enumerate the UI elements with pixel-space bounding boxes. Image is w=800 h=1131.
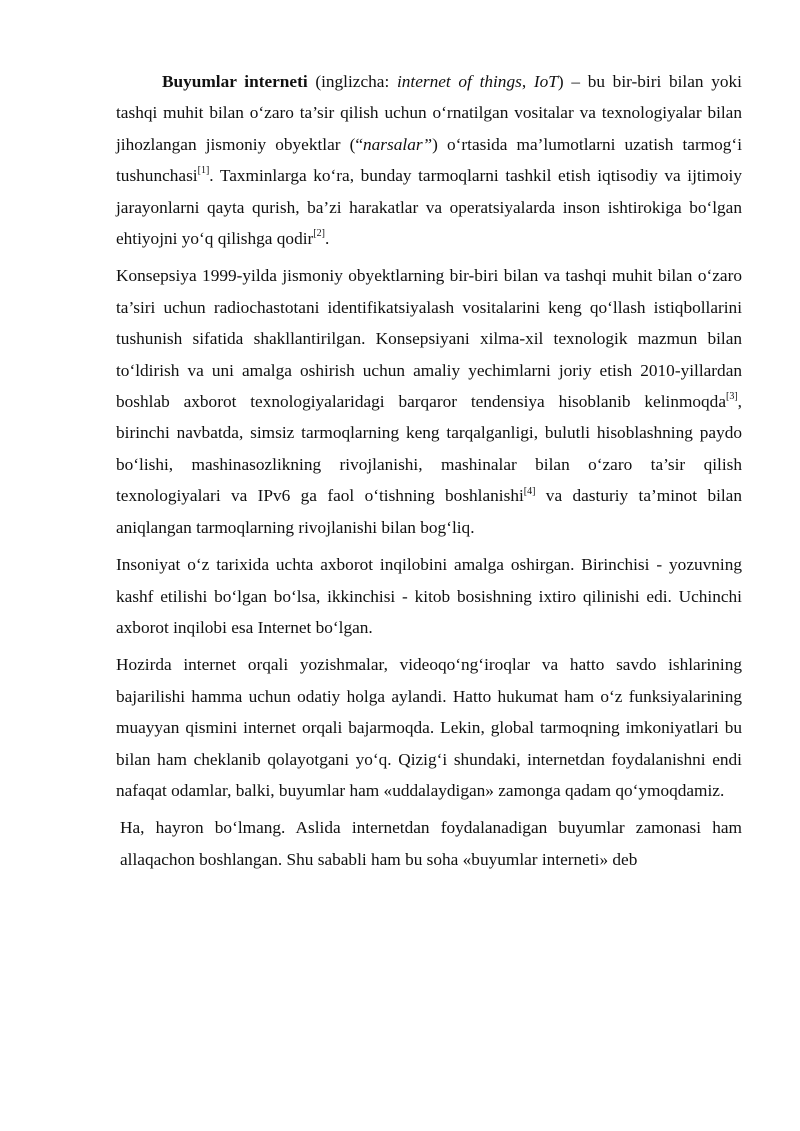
italic-run: narsalar”: [363, 134, 433, 154]
text-run: Konsepsiya 1999-yilda jismoniy obyektlarning bir-biri bilan va tashqi muhit bilan o‘zaro ta’siri uchun radiochastotani identifikatsiyalash vositalarini keng qo‘llash istiqbollarini tushunish sifatida shakllantirilgan. Konsepsiyani xilma-xil texnologik mazmun bilan to‘ldirish va uni amalga oshirish uchun amaliy yechimlarni joriy etish 2010-yillardan boshlab axborot texnologiyalaridagi barqaror tendensiya hisoblanib kelinmoqda: [116, 266, 742, 412]
footnote-ref-2[interactable]: [2]: [313, 228, 325, 240]
text-run: va dasturiy ta’minot bilan aniqlangan tarmoqlarning rivojlanishi bilan bog‘liq.: [116, 486, 742, 537]
footnote-ref-4[interactable]: [4]: [523, 485, 536, 497]
italic-run: IoT: [533, 72, 558, 91]
paragraph-revolutions: Insoniyat o‘z tarixida uchta axborot inqilobini amalga oshirgan. Birinchisi - yozuvning kashf etilishi bo‘lgan bo‘lsa, ikkinchisi - kitob bosishning ixtiro qilinishi edi. Uchinchi axborot inqilobi esa Internet bo‘lgan.: [116, 555, 742, 637]
text-run: ,: [521, 72, 534, 91]
text-run: . Taxminlarga ko‘ra, bunday tarmoqlarni tashkil etish iqtisodiy va ijtimoiy jarayonlarni qayta qurish, ba’zi harakatlar va operatsiyalarda inson ishtirokiga bo‘lgan ehtiyojni yo‘q qilishga qodir: [116, 166, 742, 249]
term-heading: Buyumlar interneti: [162, 72, 308, 91]
italic-run: internet of things: [396, 72, 522, 91]
text-run: , birinchi navbatda, simsiz tarmoqlarning keng tarqalganligi, bulutli hisoblashning paydo bo‘lishi, mashinasozlikning rivojlanishi, mashinalar bilan o‘zaro ta’sir qilish texnologiyalari va IPv6 ga faol o‘tishning boshlanishi: [116, 392, 742, 506]
paragraph-internet-today: Hozirda internet orqali yozishmalar, videoqo‘ng‘iroqlar va hatto savdo ishlarining bajarilishi hamma uchun odatiy holga aylandi. Hatto hukumat ham o‘z funksiyalarining muayyan qismini internet orqali bajarmoqda. Lekin, global tarmoqning imkoniyatlari bu bilan ham cheklanib qolayotgani yo‘q. Qizig‘i shundaki, internetdan foydalanishni endi nafaqat odamlar, balki, buyumlar ham «uddalaydigan» zamonga qadam qo‘ymoqdamiz.: [116, 655, 742, 800]
footnote-ref-3[interactable]: [3]: [726, 391, 738, 403]
paragraph-concept: [116, 260, 742, 543]
text-run: (inglizcha:: [307, 72, 397, 91]
footnote-ref-1[interactable]: [1]: [197, 165, 210, 177]
paragraph-definition: [116, 66, 742, 254]
text-run: ) o‘rtasida ma’lumotlarni uzatish tarmog‘i tushunchasi: [116, 134, 742, 186]
text-run: .: [324, 229, 330, 249]
paragraph-things-era: Ha, hayron bo‘lmang. Aslida internetdan foydalanadigan buyumlar zamonasi ham allaqachon boshlangan. Shu sababli ham bu soha «buyumlar interneti» deb: [120, 818, 742, 869]
text-run: ) – bu bir-biri bilan yoki tashqi muhit bilan o‘zaro ta’sir qilish uchun o‘rnatilgan vositalar va texnologiyalar bilan jihozlangan jismoniy obyektlar (“: [116, 72, 742, 154]
document-page: [116, 66, 742, 881]
